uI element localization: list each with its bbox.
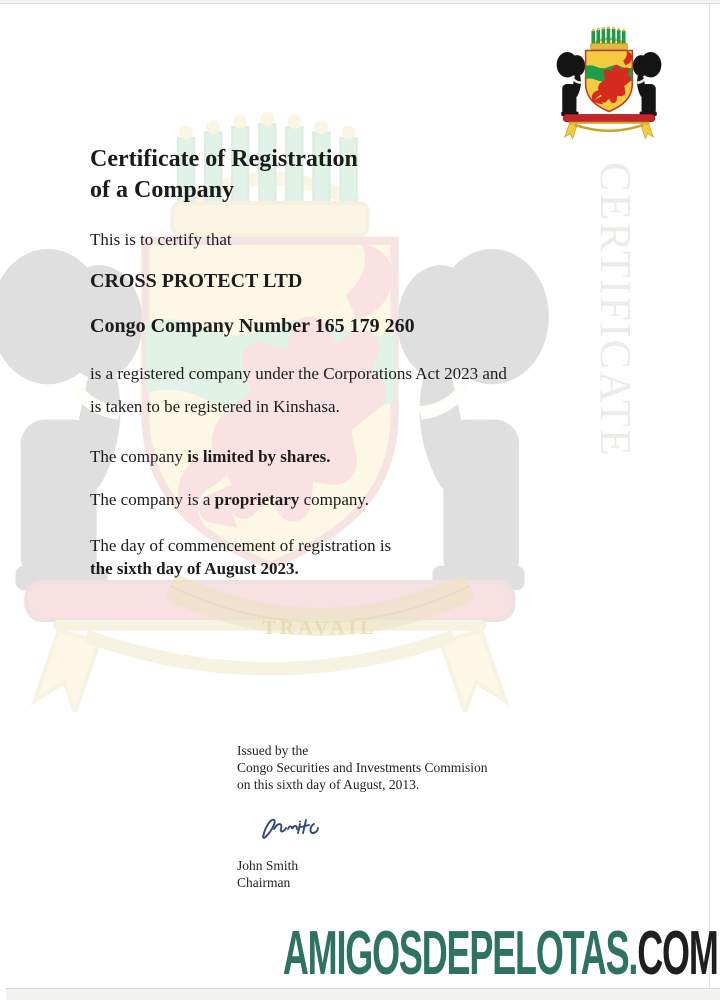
issuer-line-1: Issued by the bbox=[237, 743, 309, 758]
registered-line-1: is a registered company under the Corporations Act 2023 and bbox=[90, 364, 507, 383]
proprietary-prefix: The company is a bbox=[90, 490, 215, 509]
signatory-block bbox=[237, 857, 298, 891]
signature-icon bbox=[254, 812, 338, 844]
proprietary-line bbox=[90, 490, 369, 510]
issuer-block bbox=[237, 742, 487, 793]
registered-line-2: is taken to be registered in Kinshasa. bbox=[90, 397, 340, 416]
commencement-date: the sixth day of August 2023. bbox=[90, 559, 299, 578]
limited-by-shares-line bbox=[90, 447, 331, 467]
proprietary-suffix: company. bbox=[299, 490, 370, 509]
title-line-1: Certificate of Registration bbox=[90, 146, 358, 172]
proprietary-bold: proprietary bbox=[214, 490, 300, 509]
issuer-line-2: Congo Securities and Investments Commision bbox=[237, 760, 488, 775]
signatory-title: Chairman bbox=[237, 875, 291, 890]
scan-edge-right bbox=[709, 4, 710, 988]
watermark-motto-text: TRAVAIL bbox=[262, 617, 378, 639]
limited-prefix: The company bbox=[90, 447, 188, 466]
intro-line: This is to certify that bbox=[90, 230, 232, 249]
scan-edge-top bbox=[0, 0, 720, 4]
commencement-line: The day of commencement of registration is bbox=[90, 536, 392, 555]
company-number-line: Congo Company Number 165 179 260 bbox=[90, 315, 415, 337]
company-name: CROSS PROTECT LTD bbox=[90, 270, 303, 292]
limited-bold: is limited by shares. bbox=[187, 447, 331, 466]
watermark-certificate-text: CERTIFICATE bbox=[591, 162, 640, 458]
site-branding-green: AMIGOSDEPELOTAS. bbox=[283, 919, 638, 988]
site-branding bbox=[283, 919, 718, 988]
issuer-line-3: on this sixth day of August, 2013. bbox=[237, 777, 420, 792]
watermark-motto-banner bbox=[140, 572, 500, 668]
signatory-name: John Smith bbox=[237, 858, 299, 873]
scan-edge-bottom bbox=[6, 988, 720, 1000]
congo-coat-of-arms-icon bbox=[548, 24, 670, 139]
site-branding-dark: COM bbox=[637, 919, 718, 988]
commencement-block bbox=[90, 534, 391, 580]
title-line-2: of a Company bbox=[90, 177, 235, 203]
certificate-title bbox=[90, 144, 358, 206]
